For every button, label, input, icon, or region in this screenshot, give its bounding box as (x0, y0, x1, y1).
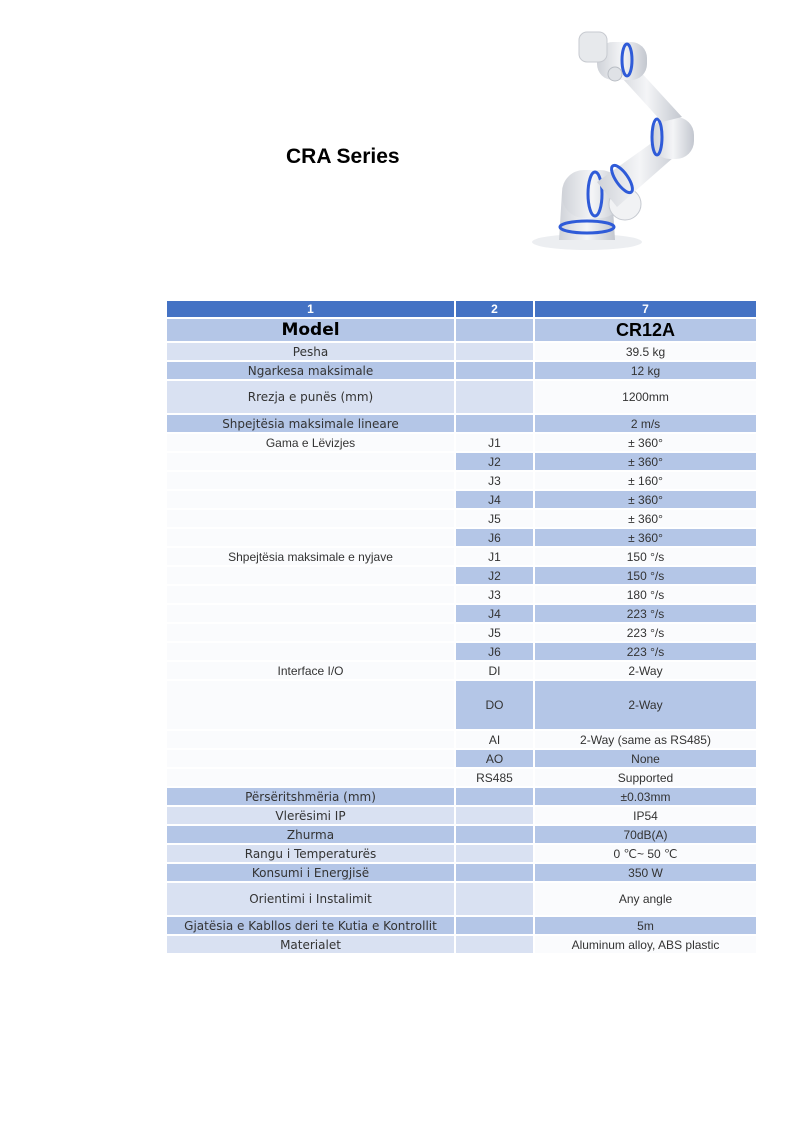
row-value: 2 m/s (534, 414, 757, 433)
table-row (166, 361, 757, 380)
joint-label: J2 (455, 452, 534, 471)
row-label: Shpejtësia maksimale lineare (166, 414, 455, 433)
row-value: ±0.03mm (534, 787, 757, 806)
row-label: Konsumi i Energjisë (166, 863, 455, 882)
table-row (166, 414, 757, 433)
row-value: 39.5 kg (534, 342, 757, 361)
joint-label: J4 (455, 490, 534, 509)
row-label: Rangu i Temperaturës (166, 844, 455, 863)
row-value: Supported (534, 768, 757, 787)
row-value: ± 160° (534, 471, 757, 490)
row-value: 223 °/s (534, 623, 757, 642)
row-value: 223 °/s (534, 642, 757, 661)
table-row (166, 680, 757, 730)
row-label: Shpejtësia maksimale e nyjave (166, 547, 455, 566)
row-value: 180 °/s (534, 585, 757, 604)
joint-label: AI (455, 730, 534, 749)
page-title: CRA Series (286, 145, 400, 168)
row-value: ± 360° (534, 490, 757, 509)
row-value: 150 °/s (534, 566, 757, 585)
row-value: 1200mm (534, 380, 757, 414)
row-label: Rrezja e punës (mm) (166, 380, 455, 414)
row-value: 350 W (534, 863, 757, 882)
table-row (166, 528, 757, 547)
table-row (166, 585, 757, 604)
row-value: ± 360° (534, 452, 757, 471)
joint-label: J6 (455, 528, 534, 547)
row-label: Zhurma (166, 825, 455, 844)
row-value: 12 kg (534, 361, 757, 380)
table-row (166, 730, 757, 749)
row-value: 0 ℃~ 50 ℃ (534, 844, 757, 863)
row-label: Interface I/O (166, 661, 455, 680)
row-value: 5m (534, 916, 757, 935)
table-row (166, 547, 757, 566)
row-value: 150 °/s (534, 547, 757, 566)
table-row (166, 935, 757, 954)
row-value: ± 360° (534, 433, 757, 452)
row-value: 2-Way (534, 680, 757, 730)
robot-arm-icon (527, 22, 732, 267)
row-label: Ngarkesa maksimale (166, 361, 455, 380)
table-row (166, 882, 757, 916)
table-row (166, 604, 757, 623)
joint-label: J6 (455, 642, 534, 661)
table-row (166, 806, 757, 825)
joint-label: DO (455, 680, 534, 730)
table-row (166, 642, 757, 661)
model-label: Model (166, 318, 455, 342)
table-row (166, 471, 757, 490)
header-cell: 2 (455, 300, 534, 318)
table-row (166, 433, 757, 452)
table-row (166, 825, 757, 844)
joint-label: J2 (455, 566, 534, 585)
row-value: 2-Way (534, 661, 757, 680)
table-header-row (166, 300, 757, 318)
table-row (166, 749, 757, 768)
row-value: 2-Way (same as RS485) (534, 730, 757, 749)
joint-label: J1 (455, 433, 534, 452)
row-value: Aluminum alloy, ABS plastic (534, 935, 757, 954)
row-label: Orientimi i Instalimit (166, 882, 455, 916)
table-row (166, 490, 757, 509)
joint-label: J4 (455, 604, 534, 623)
table-row (166, 768, 757, 787)
joint-label: DI (455, 661, 534, 680)
model-row (166, 318, 757, 342)
row-label: Gama e Lëvizjes (166, 433, 455, 452)
row-value: 223 °/s (534, 604, 757, 623)
header-cell: 1 (166, 300, 455, 318)
header-cell: 7 (534, 300, 757, 318)
row-value: ± 360° (534, 528, 757, 547)
joint-label: AO (455, 749, 534, 768)
row-value: 70dB(A) (534, 825, 757, 844)
table-row (166, 509, 757, 528)
row-label: Gjatësia e Kabllos deri te Kutia e Kontrollit (166, 916, 455, 935)
table-row (166, 661, 757, 680)
joint-label: J5 (455, 509, 534, 528)
spec-table (165, 299, 758, 955)
table-row (166, 342, 757, 361)
table-row (166, 863, 757, 882)
table-row (166, 452, 757, 471)
row-value: ± 360° (534, 509, 757, 528)
row-value: IP54 (534, 806, 757, 825)
joint-label: J3 (455, 585, 534, 604)
row-label: Përsëritshmëria (mm) (166, 787, 455, 806)
joint-label: J1 (455, 547, 534, 566)
table-row (166, 916, 757, 935)
model-value: CR12A (534, 318, 757, 342)
row-label: Pesha (166, 342, 455, 361)
joint-label: RS485 (455, 768, 534, 787)
joint-label: J3 (455, 471, 534, 490)
table-row (166, 566, 757, 585)
table-row (166, 787, 757, 806)
joint-label: J5 (455, 623, 534, 642)
table-row (166, 380, 757, 414)
table-row (166, 623, 757, 642)
table-row (166, 844, 757, 863)
row-label: Vlerësimi IP (166, 806, 455, 825)
row-label: Materialet (166, 935, 455, 954)
row-value: None (534, 749, 757, 768)
row-value: Any angle (534, 882, 757, 916)
